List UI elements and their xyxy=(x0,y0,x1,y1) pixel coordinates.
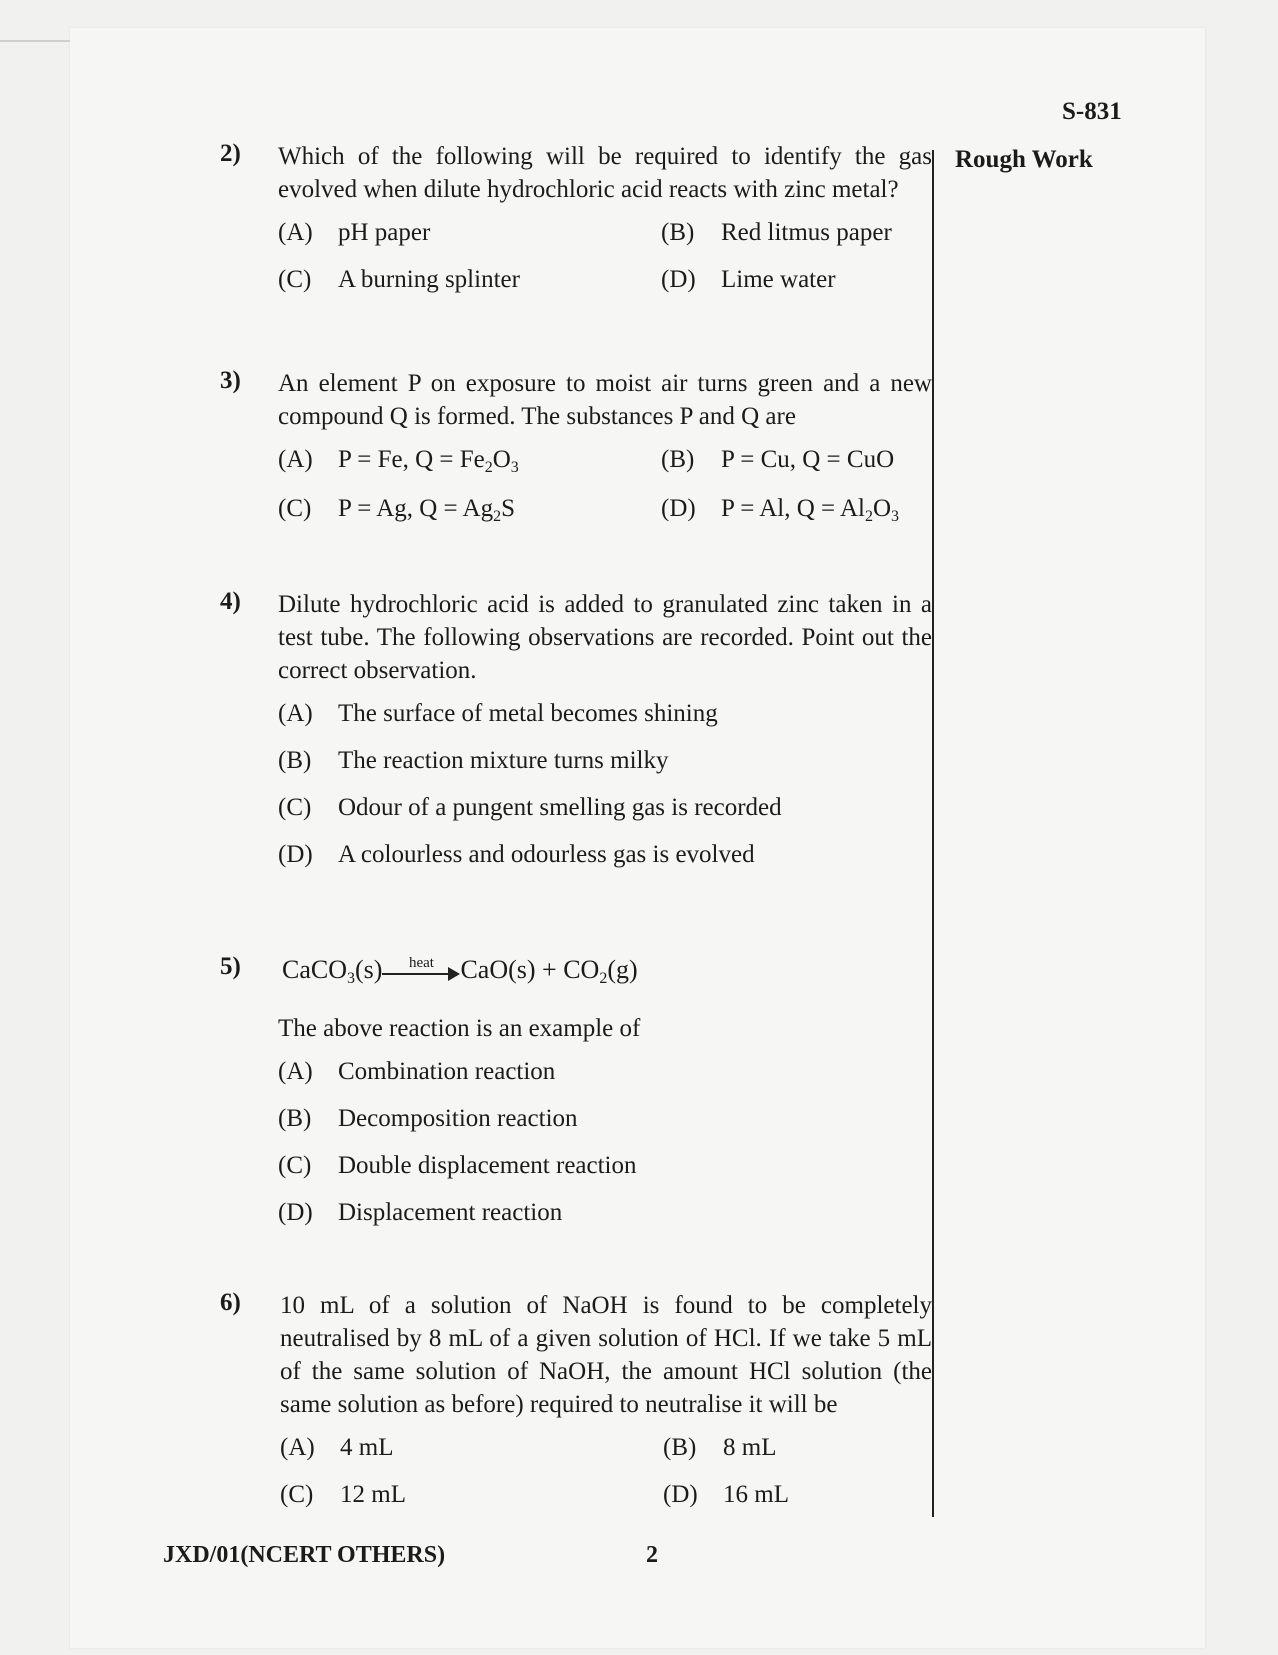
option-text: 8 mL xyxy=(723,1434,777,1461)
option-text: Combination reaction xyxy=(338,1058,556,1085)
option-d[interactable] xyxy=(663,1478,932,1511)
option-b[interactable] xyxy=(661,443,932,476)
question-3 xyxy=(220,367,932,525)
option-a[interactable] xyxy=(278,443,661,476)
option-text: pH paper xyxy=(338,219,431,246)
option-text: Displacement reaction xyxy=(338,1199,563,1226)
question-text: 10 mL of a solution of NaOH is found to be completely neutralised by 8 mL of a given solution of HCl. If we take 5 mL of the same solution of NaOH, the amount HCl solution (the same solution as before) required to neutralise it will be xyxy=(280,1292,932,1418)
formula-part: S xyxy=(501,495,515,522)
options xyxy=(278,443,932,525)
paper-code: S-831 xyxy=(1062,98,1122,125)
option-text: A colourless and odourless gas is evolved xyxy=(338,841,755,868)
option-text: 12 mL xyxy=(340,1481,406,1508)
options xyxy=(278,697,932,871)
options xyxy=(278,216,932,296)
subscript: 2 xyxy=(484,459,493,476)
option-b[interactable] xyxy=(278,1102,932,1135)
state: (g) xyxy=(607,955,638,984)
option-label: (B) xyxy=(663,1434,697,1461)
option-label: (A) xyxy=(278,446,313,473)
state: (s) xyxy=(355,955,383,984)
option-b[interactable] xyxy=(663,1431,932,1464)
reaction-arrow xyxy=(382,955,460,982)
formula-part: P = Al, Q = Al xyxy=(721,495,865,522)
subscript: 2 xyxy=(599,970,608,987)
option-d[interactable] xyxy=(661,492,932,525)
option-label: (A) xyxy=(278,1058,313,1085)
formula-part: O xyxy=(492,446,511,473)
option-a[interactable] xyxy=(278,1055,932,1088)
question-number: 6) xyxy=(220,1289,241,1316)
option-label: (A) xyxy=(278,219,313,246)
option-label: (C) xyxy=(278,495,312,522)
option-d[interactable] xyxy=(661,263,932,296)
page-number: 2 xyxy=(646,1542,658,1568)
option-text: A burning splinter xyxy=(338,266,520,293)
option-label: (D) xyxy=(661,266,696,293)
subscript: 3 xyxy=(510,459,519,476)
option-text: Double displacement reaction xyxy=(338,1152,637,1179)
formula-part: O xyxy=(872,495,892,522)
option-label: (D) xyxy=(278,841,313,868)
option-label: (D) xyxy=(663,1481,698,1508)
rough-work-label: Rough Work xyxy=(955,146,1093,173)
option-label: (A) xyxy=(280,1434,315,1461)
option-text: 16 mL xyxy=(723,1481,789,1508)
option-label: (D) xyxy=(278,1199,313,1226)
question-5 xyxy=(220,953,932,1243)
option-c[interactable] xyxy=(278,263,661,296)
option-c[interactable] xyxy=(278,791,932,824)
option-d[interactable] xyxy=(278,1196,932,1229)
question-number: 4) xyxy=(220,588,241,615)
question-4 xyxy=(220,588,932,885)
reaction-condition: heat xyxy=(408,955,434,972)
reactant: CaCO xyxy=(282,955,347,984)
option-text: Red litmus paper xyxy=(721,219,892,246)
subscript: 2 xyxy=(864,508,873,525)
option-label: (B) xyxy=(278,747,312,774)
option-text: The reaction mixture turns milky xyxy=(338,747,669,774)
option-label: (C) xyxy=(278,794,312,821)
option-text: Lime water xyxy=(721,266,836,293)
option-b[interactable] xyxy=(661,216,932,249)
option-a[interactable] xyxy=(278,697,932,730)
question-text: The above reaction is an example of xyxy=(278,1015,641,1042)
footer-code: JXD/01(NCERT OTHERS) xyxy=(163,1542,446,1568)
option-label: (B) xyxy=(661,219,695,246)
option-label: (B) xyxy=(661,446,695,473)
question-number: 2) xyxy=(220,140,241,167)
question-6 xyxy=(220,1289,932,1511)
option-label: (C) xyxy=(280,1481,314,1508)
option-label: (C) xyxy=(278,266,312,293)
formula-part: P = Fe, Q = Fe xyxy=(338,446,485,473)
option-label: (A) xyxy=(278,700,313,727)
option-a[interactable] xyxy=(280,1431,663,1464)
product: CaO(s) + CO xyxy=(460,955,600,984)
question-text: An element P on exposure to moist air turns green and a new compound Q is formed. The substances P and Q are xyxy=(278,370,932,430)
option-text: The surface of metal becomes shining xyxy=(338,700,718,727)
column-divider xyxy=(932,150,934,1517)
option-b[interactable] xyxy=(278,744,932,777)
question-number: 3) xyxy=(220,367,241,394)
option-text: Decomposition reaction xyxy=(338,1105,578,1132)
chemical-equation xyxy=(282,953,932,987)
options xyxy=(280,1431,932,1511)
option-label: (B) xyxy=(278,1105,312,1132)
options xyxy=(278,1055,932,1229)
option-c[interactable] xyxy=(280,1478,663,1511)
option-label: (C) xyxy=(278,1152,312,1179)
option-text: Odour of a pungent smelling gas is recorded xyxy=(338,794,782,821)
formula-part: P = Ag, Q = Ag xyxy=(338,495,494,522)
subscript: 3 xyxy=(891,508,900,525)
option-text: 4 mL xyxy=(340,1434,394,1461)
formula-part: P = Cu, Q = CuO xyxy=(721,446,895,473)
question-2 xyxy=(220,140,932,296)
option-d[interactable] xyxy=(278,838,932,871)
subscript: 2 xyxy=(493,508,502,525)
option-a[interactable] xyxy=(278,216,661,249)
subscript: 3 xyxy=(347,970,355,987)
option-c[interactable] xyxy=(278,1149,932,1182)
question-text: Dilute hydrochloric acid is added to granulated zinc taken in a test tube. The following observations are recorded. Point out the correct observation. xyxy=(278,591,932,684)
question-text: Which of the following will be required to identify the gas evolved when dilute hydrochloric acid reacts with zinc metal? xyxy=(278,143,932,203)
option-label: (D) xyxy=(661,495,696,522)
question-number: 5) xyxy=(220,953,241,980)
option-c[interactable] xyxy=(278,492,661,525)
scan-edge-line xyxy=(0,40,72,42)
